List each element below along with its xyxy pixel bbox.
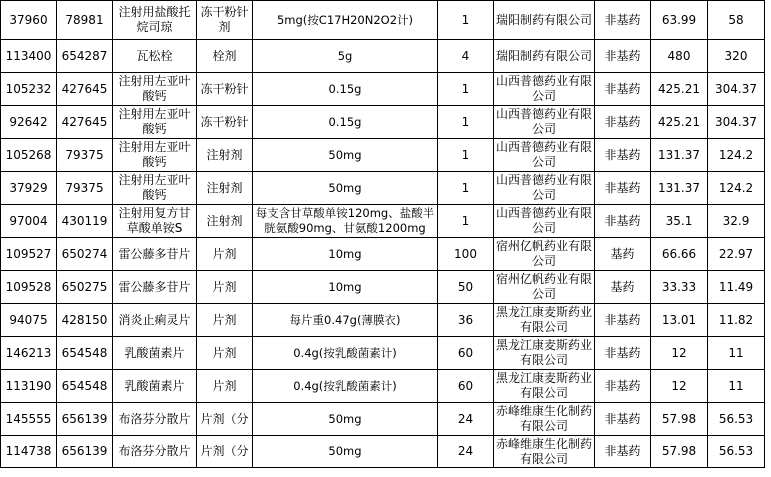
price-1-cell: 131.37 [651,139,708,172]
drug-code-cell: 430119 [57,205,113,238]
manufacturer-cell: 山西普德药业有限公司 [494,73,595,106]
record-id-cell: 37960 [1,1,57,40]
specification-cell: 5mg(按C17H20N2O2计) [253,1,438,40]
pack-quantity-cell: 1 [438,106,494,139]
drug-code-cell: 78981 [57,1,113,40]
price-2-cell: 58 [708,1,765,40]
dosage-form-cell: 冻干粉针 [197,73,253,106]
manufacturer-cell: 宿州亿帆药业有限公司 [494,238,595,271]
dosage-form-cell: 冻干粉针 [197,106,253,139]
drug-name-cell: 消炎止痢灵片 [113,304,197,337]
specification-cell: 50mg [253,403,438,436]
price-1-cell: 425.21 [651,106,708,139]
essential-drug-type-cell: 非基药 [595,304,651,337]
table-row [1,436,765,468]
drug-name-cell: 注射用左亚叶酸钙 [113,106,197,139]
price-1-cell: 480 [651,40,708,73]
price-1-cell: 13.01 [651,304,708,337]
drug-name-cell: 注射用左亚叶酸钙 [113,172,197,205]
drug-code-cell: 656139 [57,436,113,468]
specification-cell: 0.15g [253,106,438,139]
table-row [1,1,765,40]
specification-cell: 0.15g [253,73,438,106]
drug-code-cell: 79375 [57,139,113,172]
dosage-form-cell: 片剂 [197,238,253,271]
dosage-form-cell: 注射剂 [197,139,253,172]
essential-drug-type-cell: 非基药 [595,337,651,370]
drug-name-cell: 注射用复方甘草酸单铵S [113,205,197,238]
essential-drug-type-cell: 非基药 [595,436,651,468]
table-row [1,139,765,172]
drug-name-cell: 注射用盐酸托烷司琼 [113,1,197,40]
dosage-form-cell: 片剂 [197,271,253,304]
table-row [1,172,765,205]
record-id-cell: 145555 [1,403,57,436]
pack-quantity-cell: 1 [438,1,494,40]
essential-drug-type-cell: 非基药 [595,106,651,139]
pack-quantity-cell: 24 [438,436,494,468]
table-row [1,106,765,139]
pack-quantity-cell: 24 [438,403,494,436]
specification-cell: 10mg [253,271,438,304]
manufacturer-cell: 黑龙江康麦斯药业有限公司 [494,337,595,370]
drug-code-cell: 79375 [57,172,113,205]
pack-quantity-cell: 60 [438,370,494,403]
price-2-cell: 124.2 [708,139,765,172]
manufacturer-cell: 赤峰维康生化制药有限公司 [494,436,595,468]
dosage-form-cell: 片剂 [197,304,253,337]
essential-drug-type-cell: 非基药 [595,370,651,403]
drug-code-cell: 427645 [57,106,113,139]
pack-quantity-cell: 1 [438,139,494,172]
price-2-cell: 56.53 [708,403,765,436]
price-1-cell: 66.66 [651,238,708,271]
essential-drug-type-cell: 基药 [595,271,651,304]
specification-cell: 10mg [253,238,438,271]
record-id-cell: 113400 [1,40,57,73]
record-id-cell: 94075 [1,304,57,337]
table-row [1,403,765,436]
manufacturer-cell: 山西普德药业有限公司 [494,139,595,172]
drug-code-cell: 650274 [57,238,113,271]
drug-code-cell: 427645 [57,73,113,106]
price-2-cell: 11.49 [708,271,765,304]
record-id-cell: 114738 [1,436,57,468]
table-row [1,73,765,106]
table-row [1,304,765,337]
price-2-cell: 32.9 [708,205,765,238]
drug-name-cell: 乳酸菌素片 [113,370,197,403]
record-id-cell: 97004 [1,205,57,238]
dosage-form-cell: 冻干粉针剂 [197,1,253,40]
price-2-cell: 11.82 [708,304,765,337]
pack-quantity-cell: 100 [438,238,494,271]
price-1-cell: 425.21 [651,73,708,106]
record-id-cell: 92642 [1,106,57,139]
manufacturer-cell: 瑞阳制药有限公司 [494,40,595,73]
table-body [1,1,765,468]
essential-drug-type-cell: 非基药 [595,1,651,40]
price-2-cell: 11 [708,337,765,370]
record-id-cell: 37929 [1,172,57,205]
drug-code-cell: 654548 [57,337,113,370]
price-1-cell: 57.98 [651,436,708,468]
manufacturer-cell: 宿州亿帆药业有限公司 [494,271,595,304]
specification-cell: 50mg [253,436,438,468]
essential-drug-type-cell: 非基药 [595,139,651,172]
essential-drug-type-cell: 非基药 [595,205,651,238]
essential-drug-type-cell: 非基药 [595,40,651,73]
manufacturer-cell: 山西普德药业有限公司 [494,172,595,205]
dosage-form-cell: 栓剂 [197,40,253,73]
record-id-cell: 146213 [1,337,57,370]
specification-cell: 每片重0.47g(薄膜衣) [253,304,438,337]
specification-cell: 0.4g(按乳酸菌素计) [253,370,438,403]
specification-cell: 5g [253,40,438,73]
price-1-cell: 12 [651,337,708,370]
pack-quantity-cell: 36 [438,304,494,337]
dosage-form-cell: 片剂（分 [197,403,253,436]
drug-name-cell: 乳酸菌素片 [113,337,197,370]
dosage-form-cell: 片剂 [197,370,253,403]
manufacturer-cell: 山西普德药业有限公司 [494,205,595,238]
price-2-cell: 56.53 [708,436,765,468]
pack-quantity-cell: 50 [438,271,494,304]
record-id-cell: 109528 [1,271,57,304]
price-1-cell: 33.33 [651,271,708,304]
record-id-cell: 105232 [1,73,57,106]
manufacturer-cell: 瑞阳制药有限公司 [494,1,595,40]
price-2-cell: 22.97 [708,238,765,271]
price-1-cell: 131.37 [651,172,708,205]
essential-drug-type-cell: 非基药 [595,73,651,106]
price-2-cell: 124.2 [708,172,765,205]
price-2-cell: 304.37 [708,73,765,106]
specification-cell: 50mg [253,139,438,172]
price-2-cell: 304.37 [708,106,765,139]
pack-quantity-cell: 1 [438,73,494,106]
pack-quantity-cell: 4 [438,40,494,73]
table-row [1,40,765,73]
price-1-cell: 63.99 [651,1,708,40]
price-1-cell: 12 [651,370,708,403]
record-id-cell: 105268 [1,139,57,172]
price-2-cell: 320 [708,40,765,73]
drug-name-cell: 注射用左亚叶酸钙 [113,73,197,106]
drug-name-cell: 注射用左亚叶酸钙 [113,139,197,172]
drug-code-cell: 654287 [57,40,113,73]
record-id-cell: 113190 [1,370,57,403]
dosage-form-cell: 片剂 [197,337,253,370]
drug-code-cell: 654548 [57,370,113,403]
specification-cell: 50mg [253,172,438,205]
drug-code-cell: 656139 [57,403,113,436]
drug-name-cell: 布洛芬分散片 [113,403,197,436]
manufacturer-cell: 赤峰维康生化制药有限公司 [494,403,595,436]
manufacturer-cell: 黑龙江康麦斯药业有限公司 [494,370,595,403]
essential-drug-type-cell: 非基药 [595,172,651,205]
drug-name-cell: 雷公藤多苷片 [113,238,197,271]
record-id-cell: 109527 [1,238,57,271]
dosage-form-cell: 注射剂 [197,172,253,205]
essential-drug-type-cell: 基药 [595,238,651,271]
table-row [1,337,765,370]
price-1-cell: 57.98 [651,403,708,436]
table-row [1,370,765,403]
price-2-cell: 11 [708,370,765,403]
table-row [1,205,765,238]
table-row [1,238,765,271]
drug-code-cell: 650275 [57,271,113,304]
drug-name-cell: 布洛芬分散片 [113,436,197,468]
pack-quantity-cell: 60 [438,337,494,370]
dosage-form-cell: 片剂（分 [197,436,253,468]
manufacturer-cell: 黑龙江康麦斯药业有限公司 [494,304,595,337]
pack-quantity-cell: 1 [438,205,494,238]
price-1-cell: 35.1 [651,205,708,238]
drug-code-cell: 428150 [57,304,113,337]
specification-cell: 每支含甘草酸单铵120mg、盐酸半胱氨酸90mg、甘氨酸1200mg [253,205,438,238]
dosage-form-cell: 注射剂 [197,205,253,238]
pack-quantity-cell: 1 [438,172,494,205]
specification-cell: 0.4g(按乳酸菌素计) [253,337,438,370]
drug-name-cell: 瓦松栓 [113,40,197,73]
essential-drug-type-cell: 非基药 [595,403,651,436]
drug-name-cell: 雷公藤多苷片 [113,271,197,304]
table-row [1,271,765,304]
manufacturer-cell: 山西普德药业有限公司 [494,106,595,139]
